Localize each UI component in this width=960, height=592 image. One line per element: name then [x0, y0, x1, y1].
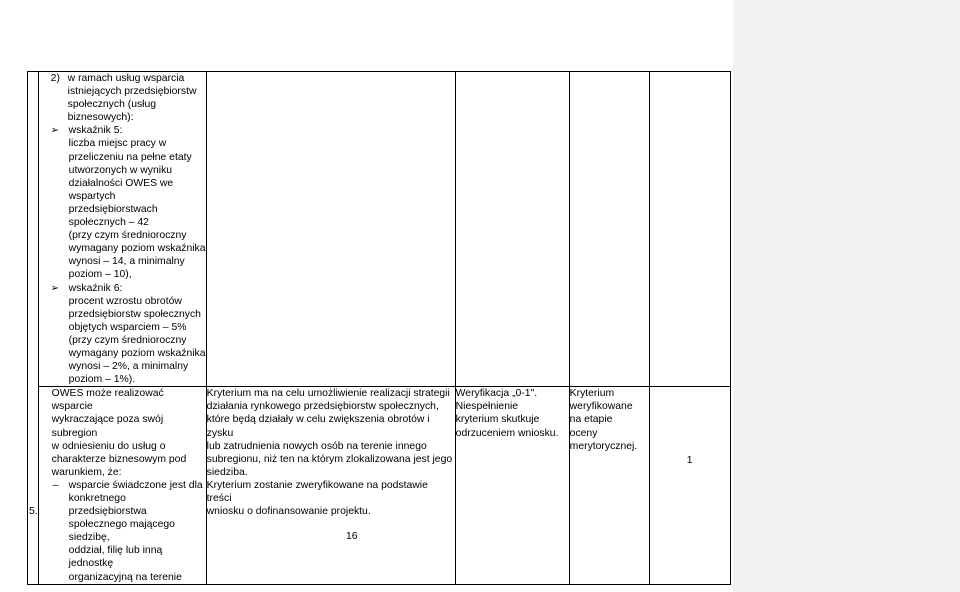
text-line: przedsiębiorstw społecznych [68, 308, 201, 320]
item-2 [39, 72, 206, 124]
text-line: społecznego mającego siedzibę, [68, 519, 175, 544]
text-line: poziom – 10), [68, 269, 132, 281]
text-line: wspartych przedsiębiorstwach [68, 190, 158, 215]
empty-cell-upper [569, 72, 649, 387]
dash-item [39, 479, 206, 584]
description-cell-upper [38, 72, 206, 387]
criterion-cell [206, 387, 455, 584]
text-line: wniosku o dofinansowanie projektu. [206, 506, 371, 518]
text-line: przeliczeniu na pełne etaty [68, 151, 192, 163]
text-line: społecznych – 42 [68, 217, 149, 229]
empty-cell-upper [649, 72, 730, 387]
last-cell [649, 387, 730, 584]
text-line: które będą działały w celu zwiększenia obrotów i zysku [206, 414, 430, 439]
row-number-cell [28, 72, 39, 585]
text-line: Niespełnienie [455, 401, 519, 413]
text-line: warunkiem, że: [51, 466, 122, 478]
criteria-table [27, 71, 731, 585]
text-line: Kryterium [569, 388, 615, 400]
page-number: 16 [346, 531, 358, 542]
dash-bullet: – [52, 479, 59, 491]
text-line: Kryterium ma na celu umożliwienie realizacji strategii [206, 388, 450, 400]
text-line: na etapie [569, 414, 613, 426]
text-line: wynosi – 2%, a minimalny [68, 361, 189, 373]
table-row [28, 387, 731, 584]
text-line: siedziba. [206, 466, 248, 478]
text-line: (przy czym średnioroczny [68, 230, 187, 242]
empty-cell-upper [455, 72, 569, 387]
text-line: organizacyjną na terenie [68, 571, 182, 583]
text-line: weryfikowane [569, 401, 633, 413]
text-line: biznesowych): [67, 112, 134, 124]
arrow-bullet-icon: ➢ [50, 125, 60, 137]
indicator-label: wskaźnik 6: [68, 282, 123, 294]
last-col-value: 1 [686, 455, 693, 467]
text-line: wymagany poziom wskaźnika [68, 347, 206, 359]
text-line: procent wzrostu obrotów [68, 295, 182, 307]
indicator-5 [39, 124, 206, 281]
text-line: charakterze biznesowym pod [51, 453, 187, 465]
empty-cell-upper [206, 72, 455, 387]
arrow-bullet-icon: ➢ [50, 282, 60, 294]
text-line: poziom – 1%). [68, 374, 136, 386]
text-line: lub zatrudnienia nowych osób na terenie innego [206, 440, 427, 452]
text-line: Weryfikacja „0-1". [455, 388, 538, 400]
text-line: Kryterium zostanie zweryfikowane na podstawie treści [206, 479, 428, 504]
text-line: merytorycznej. [569, 440, 638, 452]
text-line: odrzuceniem wniosku. [455, 427, 559, 439]
text-line: wynosi – 14, a minimalny [68, 256, 185, 268]
text-line: w ramach usług wsparcia [67, 73, 185, 84]
text-line: liczba miejsc pracy w [68, 138, 167, 150]
row-number: 5. [29, 505, 38, 517]
text-line: oddział, filię lub inną jednostkę [68, 545, 163, 570]
text-line: (przy czym średnioroczny [68, 334, 187, 346]
text-line: wsparcie świadczone jest dla [68, 479, 203, 491]
text-line: w odniesieniu do usług o [51, 440, 166, 452]
text-line: działania rynkowego przedsiębiorstw społecznych, [206, 401, 439, 413]
description-cell-lower [38, 387, 206, 584]
indicator-6 [39, 282, 206, 387]
text-line: wykraczające poza swój subregion [51, 414, 164, 439]
text-line: kryterium skutkuje [455, 414, 540, 426]
text-line: subregionu, niż ten na którym zlokalizowana jest jego [206, 453, 453, 465]
text-line: oceny [569, 427, 598, 439]
table-row [28, 72, 731, 387]
indicator-label: wskaźnik 5: [68, 125, 123, 137]
text-line: społecznych (usług [67, 99, 157, 111]
item-2-number: 2) [50, 73, 60, 84]
text-line: wymagany poziom wskaźnika [68, 243, 206, 255]
text-line: objętych wsparciem – 5% [68, 321, 187, 333]
text-line: utworzonych w wyniku [68, 164, 173, 176]
verification-cell [455, 387, 569, 584]
weighting-cell [569, 387, 649, 584]
text-line: konkretnego przedsiębiorstwa [68, 493, 147, 518]
ows-paragraph [39, 387, 206, 479]
text-line: działalności OWES we [68, 177, 174, 189]
text-line: OWES może realizować wsparcie [51, 388, 164, 413]
side-panel [733, 0, 960, 592]
text-line: istniejących przedsiębiorstw [67, 86, 197, 98]
